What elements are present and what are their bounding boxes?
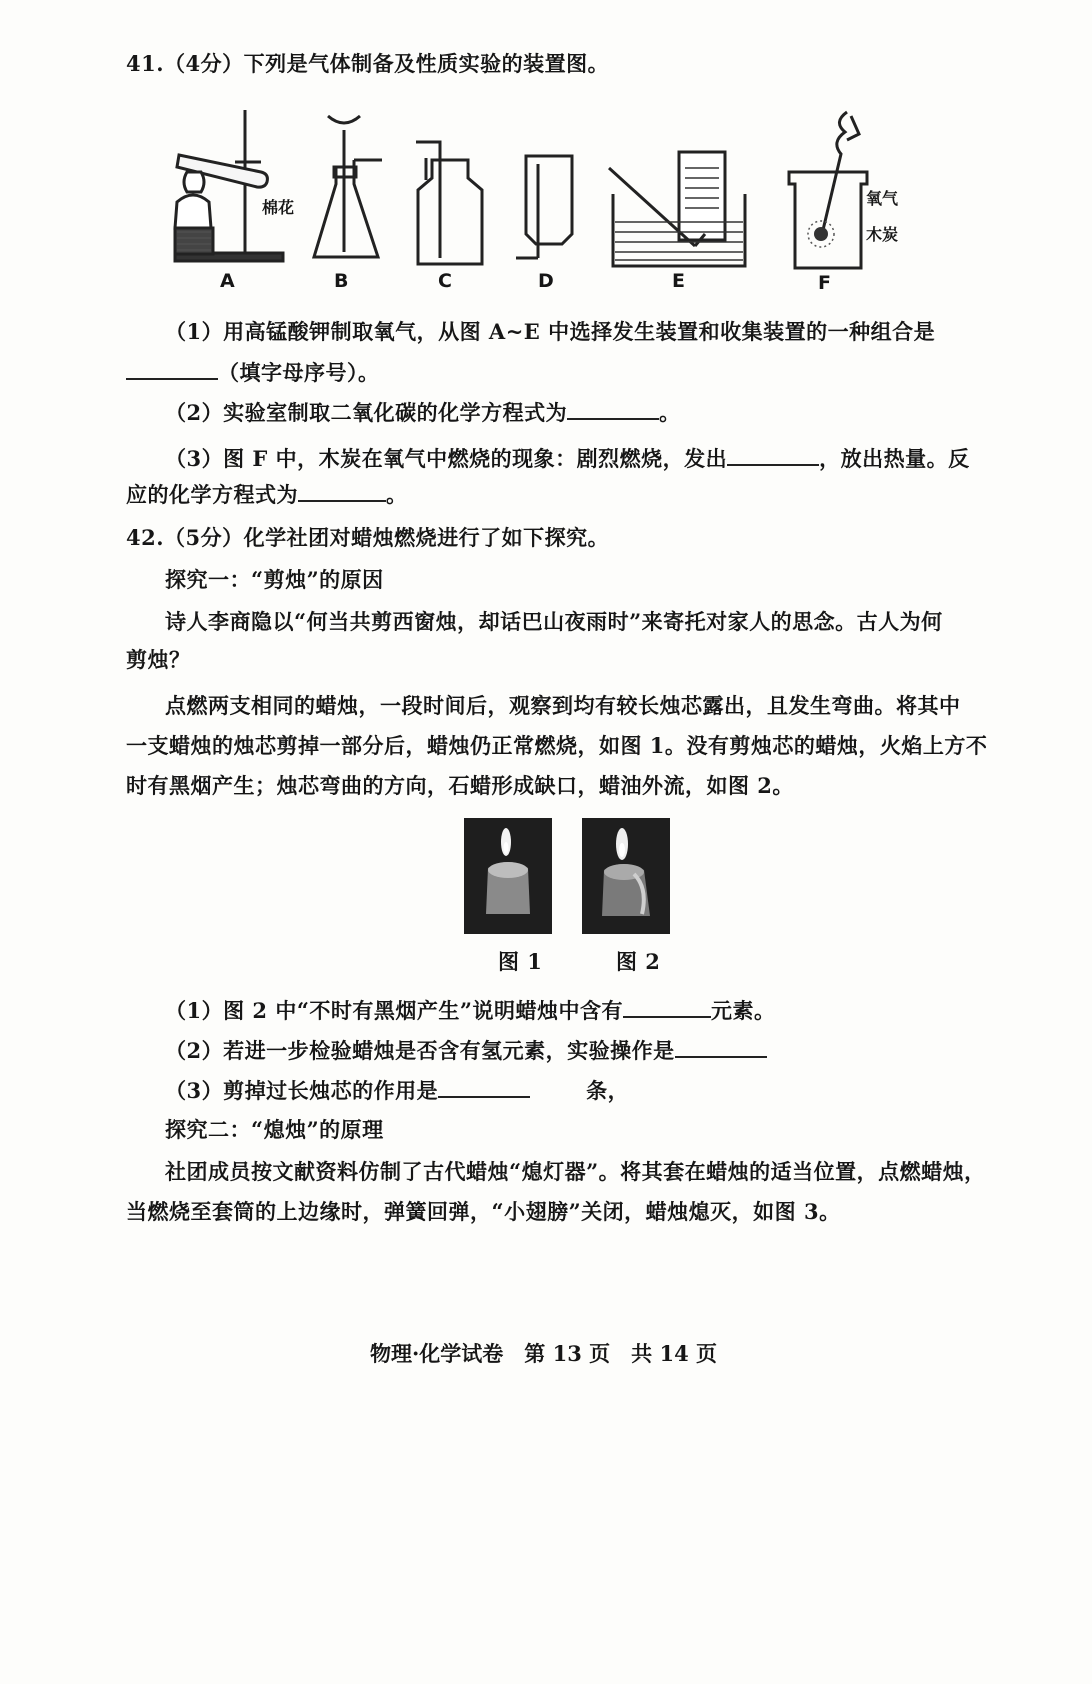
para3-line1: 社团成员按文献资料仿制了古代蜡烛“熄灯器”。将其套在蜡烛的适当位置，点燃蜡烛， [165, 1159, 986, 1184]
q41-header: 41.（4分）下列是气体制备及性质实验的装置图。 [126, 51, 610, 76]
answer-blank[interactable] [675, 1034, 767, 1058]
apparatus-b-diagram [310, 112, 390, 267]
figure2-caption: 图 2 [616, 949, 661, 974]
cotton-label: 棉花 [262, 198, 295, 217]
figure2-photo [582, 818, 670, 934]
answer-blank[interactable] [727, 442, 819, 466]
inquiry-two-title: 探究二：“熄烛”的原理 [165, 1117, 384, 1142]
figure1-caption: 图 1 [498, 949, 543, 974]
q42-part2: （2）若进一步检验蜡烛是否含有氢元素，实验操作是 [165, 1034, 767, 1065]
para1-line1: 诗人李商隐以“何当共剪西窗烛，却话巴山夜雨时”来寄托对家人的思念。古人为何 [165, 609, 943, 634]
page-footer: 物理·化学试卷 第 13 页 共 14 页 [370, 1341, 718, 1366]
q41-part3: （3）图 F 中，木炭在氧气中燃烧的现象：剧烈燃烧，发出 ，放出热量。反 [165, 442, 970, 473]
q41-part3-line2: 应的化学方程式为 。 [126, 478, 408, 509]
para2-line2: 一支蜡烛的烛芯剪掉一部分后，蜡烛仍正常燃烧，如图 1。没有剪烛芯的蜡烛，火焰上方不 [126, 733, 988, 758]
label-b: B [334, 270, 349, 292]
q41-part2: （2）实验室制取二氧化碳的化学方程式为 。 [165, 396, 681, 427]
q42-header: 42.（5分）化学社团对蜡烛燃烧进行了如下探究。 [126, 525, 610, 550]
q42-part1: （1）图 2 中“不时有黑烟产生”说明蜡烛中含有 元素。 [165, 994, 776, 1025]
answer-blank[interactable] [126, 356, 218, 380]
apparatus-a-diagram [165, 110, 305, 270]
q42-part3: （3）剪掉过长烛芯的作用是 条， [165, 1074, 629, 1105]
oxygen-label: 氧气 [866, 189, 899, 208]
answer-blank[interactable] [438, 1074, 530, 1098]
apparatus-f-diagram [785, 108, 875, 273]
q41-part1-text: （1）用高锰酸钾制取氧气，从图 A~E 中选择发生装置和收集装置的一种组合是 [165, 319, 936, 344]
label-a: A [220, 270, 235, 292]
charcoal-label: 木炭 [866, 225, 899, 244]
label-e: E [672, 270, 685, 292]
apparatus-e-diagram [605, 148, 755, 273]
inquiry-one-title: 探究一：“剪烛”的原因 [165, 567, 384, 592]
apparatus-d-diagram [510, 152, 590, 270]
label-f: F [818, 272, 831, 294]
para3-line2: 当燃烧至套筒的上边缘时，弹簧回弹，“小翅膀”关闭，蜡烛熄灭，如图 3。 [126, 1199, 841, 1224]
answer-blank[interactable] [623, 994, 711, 1018]
q41-part1-line2: （填字母序号）。 [126, 356, 380, 387]
label-d: D [538, 270, 554, 292]
figure1-photo [464, 818, 552, 934]
para1-line2: 剪烛？ [126, 647, 191, 672]
label-c: C [438, 270, 452, 292]
answer-blank[interactable] [298, 478, 386, 502]
para2-line3: 时有黑烟产生；烛芯弯曲的方向，石蜡形成缺口，蜡油外流，如图 2。 [126, 773, 794, 798]
apparatus-c-diagram [412, 140, 492, 268]
para2-line1: 点燃两支相同的蜡烛，一段时间后，观察到均有较长烛芯露出，且发生弯曲。将其中 [165, 693, 961, 718]
answer-blank[interactable] [567, 396, 659, 420]
